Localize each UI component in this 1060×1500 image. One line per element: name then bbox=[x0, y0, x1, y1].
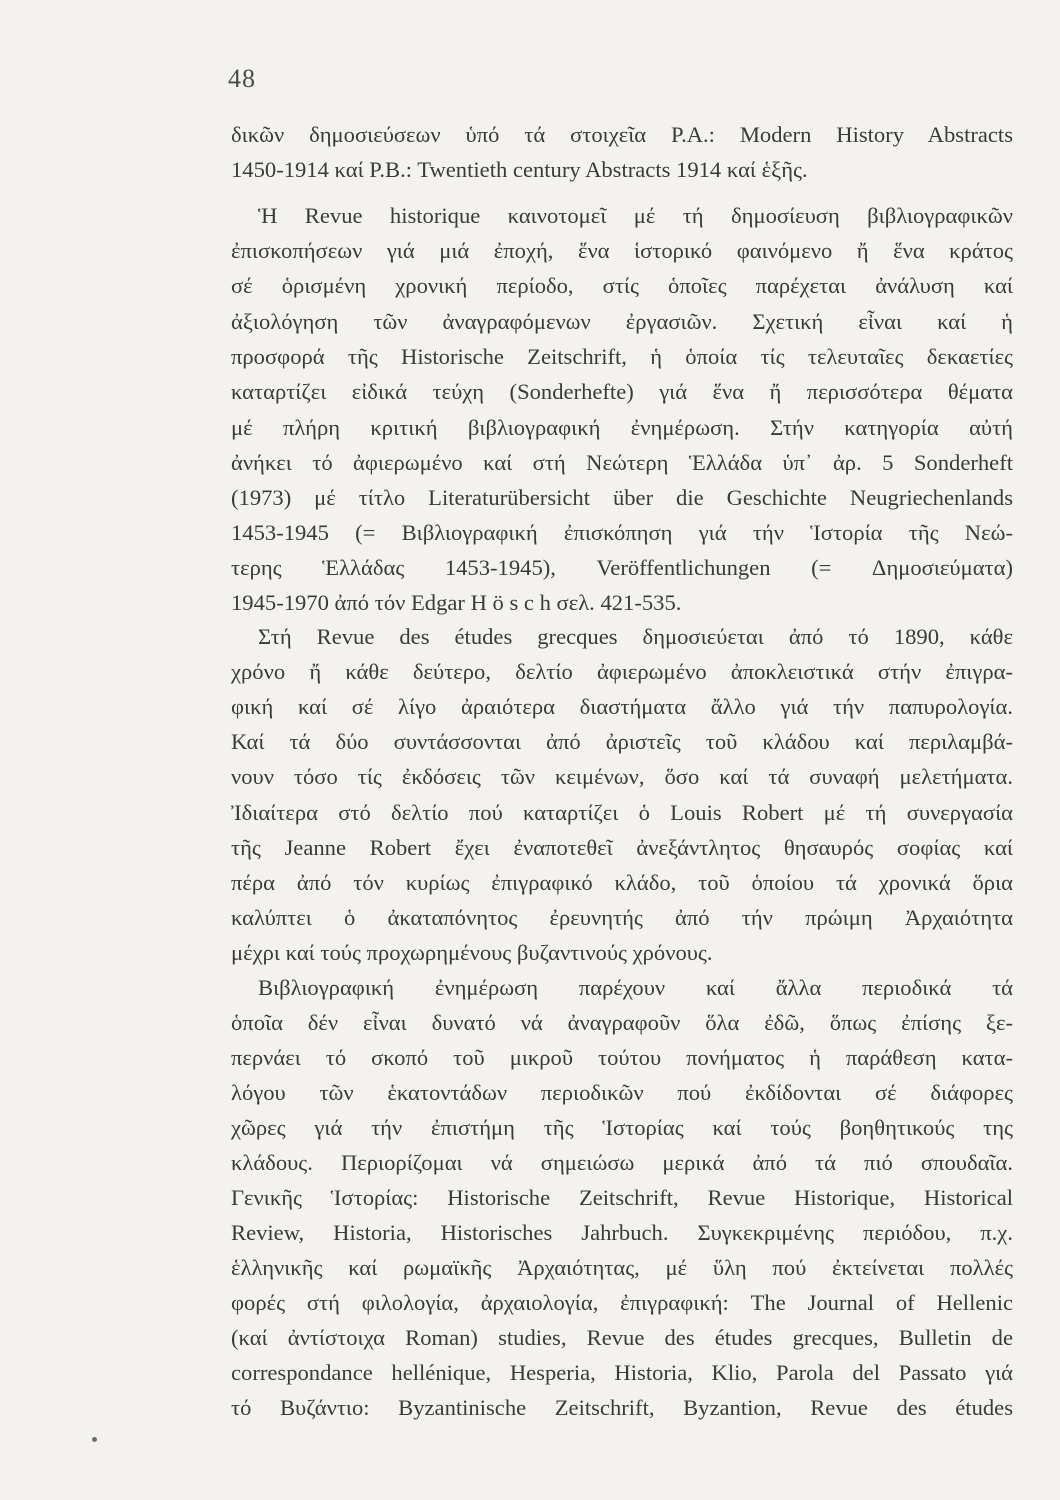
text-line: προσφορά τῆς Historische Zeitschrift, ἡ ὁποία τίς τελευταῖες δεκαετίες bbox=[231, 344, 1013, 369]
text-line: τερης Ἑλλάδας 1453-1945), Veröffentlichungen (= Δημοσιεύματα) bbox=[231, 555, 1013, 580]
text-line: 1453-1945 (= Βιβλιογραφική ἐπισκόπηση γιά τήν Ἱστορία τῆς Νεώ- bbox=[231, 520, 1013, 545]
text-line: δικῶν δημοσιεύσεων ὑπό τά στοιχεῖα P.A.: Modern History Abstracts bbox=[231, 122, 1013, 147]
text-line: ἀξιολόγηση τῶν ἀναγραφόμενων ἐργασιῶν. Σχετική εἶναι καί ἡ bbox=[231, 309, 1013, 334]
text-line: (1973) μέ τίτλο Literaturübersicht über die Geschichte Neugriechenlands bbox=[231, 485, 1013, 510]
text-line: ὁποῖα δέν εἶναι δυνατό νά ἀναγραφοῦν ὅλα ἐδῶ, ὅπως ἐπίσης ξε- bbox=[231, 1010, 1013, 1035]
text-line: καταρτίζει εἰδικά τεύχη (Sonderhefte) γιά ἕνα ἤ περισσότερα θέματα bbox=[231, 379, 1013, 404]
scan-speck bbox=[92, 1437, 97, 1442]
text-line: ἐπισκοπήσεων γιά μιά ἐποχή, ἕνα ἱστορικό φαινόμενο ἤ ἕνα κράτος bbox=[231, 238, 1013, 263]
text-line: κλάδους. Περιορίζομαι νά σημειώσω μερικά ἀπό τά πιό σπουδαῖα. bbox=[231, 1150, 1013, 1175]
text-line: Καί τά δύο συντάσσονται ἀπό ἀριστεῖς τοῦ κλάδου καί περιλαμβά- bbox=[231, 729, 1013, 754]
text-line: Βιβλιογραφική ἐνημέρωση παρέχουν καί ἄλλα περιοδικά τά bbox=[258, 975, 1013, 1000]
text-line: ἀνήκει τό ἀφιερωμένο καί στή Νεώτερη Ἑλλάδα ὑπ᾽ ἀρ. 5 Sonderheft bbox=[231, 450, 1013, 475]
text-line: χρόνο ἤ κάθε δεύτερο, δελτίο ἀφιερωμένο ἀποκλειστικά στήν ἐπιγρα- bbox=[231, 659, 1013, 684]
text-line: φική καί σέ λίγο ἀραιότερα διαστήματα ἄλλο γιά τήν παπυρολογία. bbox=[231, 694, 1013, 719]
text-line: τῆς Jeanne Robert ἔχει ἐναποτεθεῖ ἀνεξάντλητος θησαυρός σοφίας καί bbox=[231, 835, 1013, 860]
text-line: Ἰδιαίτερα στό δελτίο πού καταρτίζει ὁ Louis Robert μέ τή συνεργασία bbox=[231, 800, 1013, 825]
text-line: μέ πλήρη κριτική βιβλιογραφική ἐνημέρωση. Στήν κατηγορία αὐτή bbox=[231, 415, 1013, 440]
text-line: Γενικῆς Ἱστορίας: Historische Zeitschrift, Revue Historique, Historical bbox=[231, 1185, 1013, 1210]
text-line: λόγου τῶν ἑκατοντάδων περιοδικῶν πού ἐκδίδονται σέ διάφορες bbox=[231, 1080, 1013, 1105]
text-line: μέχρι καί τούς προχωρημένους βυζαντινούς χρόνους. bbox=[231, 940, 713, 965]
text-line: καλύπτει ὁ ἀκαταπόνητος ἐρευνητής ἀπό τήν πρώιμη Ἀρχαιότητα bbox=[231, 905, 1013, 930]
text-line: Review, Historia, Historisches Jahrbuch. Συγκεκριμένης περιόδου, π.χ. bbox=[231, 1220, 1013, 1245]
text-line: correspondance hellénique, Hesperia, Historia, Klio, Parola del Passato γιά bbox=[231, 1360, 1013, 1385]
text-line: περνάει τό σκοπό τοῦ μικροῦ τούτου πονήματος ἡ παράθεση κατα- bbox=[231, 1045, 1013, 1070]
text-line: (καί ἀντίστοιχα Roman) studies, Revue des études grecques, Bulletin de bbox=[231, 1325, 1013, 1350]
text-line: 1450-1914 καί P.B.: Twentieth century Abstracts 1914 καί ἑξῆς. bbox=[231, 157, 808, 182]
text-line: ἑλληνικῆς καί ρωμαϊκῆς Ἀρχαιότητας, μέ ὕλη πού ἐκτείνεται πολλές bbox=[231, 1255, 1013, 1280]
text-line: τό Βυζάντιο: Byzantinische Zeitschrift, Byzantion, Revue des études bbox=[231, 1395, 1013, 1420]
text-line: Στή Revue des études grecques δημοσιεύεται ἀπό τό 1890, κάθε bbox=[258, 624, 1013, 649]
page-number: 48 bbox=[228, 64, 256, 93]
text-line: χῶρες γιά τήν ἐπιστήμη τῆς Ἱστορίας καί τούς βοηθητικούς της bbox=[231, 1115, 1013, 1140]
text-line: νουν τόσο τίς ἐκδόσεις τῶν κειμένων, ὅσο καί τά συναφή μελετήματα. bbox=[231, 764, 1013, 789]
text-line: 1945-1970 ἀπό τόν Edgar H ö s c h σελ. 421-535. bbox=[231, 590, 682, 615]
text-line: σέ ὁρισμένη χρονική περίοδο, στίς ὁποῖες παρέχεται ἀνάλυση καί bbox=[231, 273, 1013, 298]
text-line: Ἡ Revue historique καινοτομεῖ μέ τή δημοσίευση βιβλιογραφικῶν bbox=[258, 203, 1013, 228]
text-line: φορές στή φιλολογία, ἀρχαιολογία, ἐπιγραφική: The Journal of Hellenic bbox=[231, 1290, 1013, 1315]
text-line: πέρα ἀπό τόν κυρίως ἐπιγραφικό κλάδο, τοῦ ὁποίου τά χρονικά ὅρια bbox=[231, 870, 1013, 895]
